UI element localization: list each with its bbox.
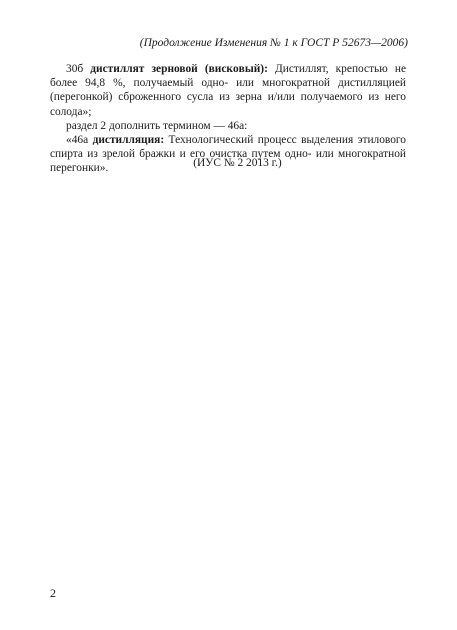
page-number: 2 [50, 586, 56, 600]
source-note: (ИУС № 2 2013 г.) [193, 157, 282, 169]
paragraph-term-30b [50, 62, 406, 119]
term-definition: Дистиллят, крепостью не более 94,8 %, получаемый одно- или многократной дистилляцией (перегонкой) сброженного сусла из зерна и/или получаемого из него солода»; [50, 63, 406, 118]
instruction-text: раздел 2 дополнить термином — 46а: [66, 119, 248, 132]
paragraph-instruction [50, 119, 406, 133]
term-name: дистиллят зерновой (вискoвый): [90, 63, 268, 75]
term-number: 30б [66, 63, 84, 75]
term-definition: Технологический процесс выделения этилового спирта из зрелой бражки и его очистка путем одно- или многократной перегонки». [50, 134, 406, 175]
paragraph-term-46a [50, 133, 406, 176]
running-head: (Продолжение Изменения № 1 к ГОСТ Р 52673—2006) [139, 37, 408, 49]
term-name: дистилляция: [92, 134, 165, 147]
term-number: «46а [66, 134, 89, 147]
